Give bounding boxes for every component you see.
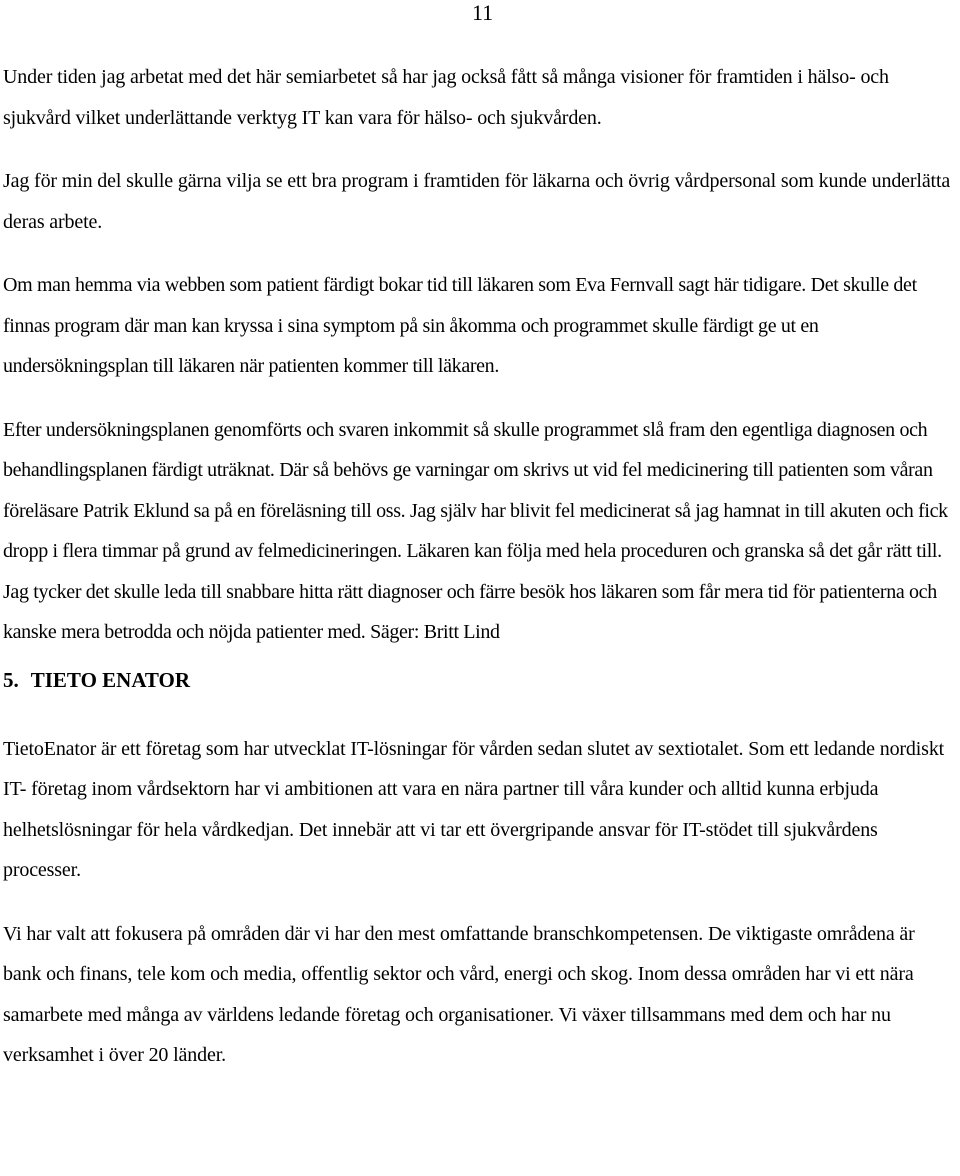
section-title: TIETO ENATOR (30, 667, 191, 692)
paragraph-tietoenator-focus: Vi har valt att fokusera på områden där vi har den mest omfattande branschkompetensen. De viktigaste områdena är bank och finans, tele kom och media, offentlig sektor och vård, energi och skog. Inom dessa områden har vi ett nära samarbete med många av världens ledande företag och organisationer. Vi växer tillsammans med dem och har nu verksamhet i över 20 länder. (3, 922, 915, 1066)
page-number: 11 (472, 0, 494, 25)
paragraph-web-booking: Om man hemma via webben som patient färdigt bokar tid till läkaren som Eva Fernvall sagt här tidigare. Det skulle det finnas program där man kan kryssa i sina symptom på sin åkomma och programmet skulle färdigt ge ut en undersökningsplan till läkaren när patienten kommer till läkaren. (3, 274, 917, 377)
paragraph-diagnosis: Efter undersökningsplanen genomförts och svaren inkommit så skulle programmet slå fram den egentliga diagnosen och behandlingsplanen färdigt uträknat. Där så behövs ge varningar om skrivs ut vid fel medicinering till patienten som våran föreläsare Patrik Eklund sa på en föreläsning till oss. Jag själv har blivit fel medicinerat så jag hamnat in till akuten och fick dropp i flera timmar på grund av felmedicineringen. Läkaren kan följa med hela proceduren och granska så det går rätt till. Jag tycker det skulle leda till snabbare hitta rätt diagnoser och färre besök hos läkaren som får mera tid för patienterna och kanske mera betrodda och nöjda patienter med. Säger: Britt Lind (3, 418, 948, 643)
section-number: 5. (3, 667, 19, 692)
section-heading (3, 665, 955, 695)
document-body (3, 57, 955, 1076)
paragraph-visions: Under tiden jag arbetat med det här semiarbetet så har jag också fått så många visioner för framtiden i hälso- och sjukvård vilket underlättande verktyg IT kan vara för hälso- och sjukvården. (3, 66, 889, 129)
paragraph-program-wish: Jag för min del skulle gärna vilja se ett bra program i framtiden för läkarna och övrig vårdpersonal som kunde underlätta deras arbete. (3, 170, 951, 233)
paragraph-tietoenator-intro: TietoEnator är ett företag som har utvecklat IT-lösningar för vården sedan slutet av sextiotalet. Som ett ledande nordiskt IT- företag inom vårdsektorn har vi ambitionen att vara en nära partner till våra kunder och alltid kunna erbjuda helhetslösningar för hela vårdkedjan. Det innebär att vi tar ett övergripande ansvar för IT-stödet till sjukvårdens processer. (3, 737, 945, 881)
